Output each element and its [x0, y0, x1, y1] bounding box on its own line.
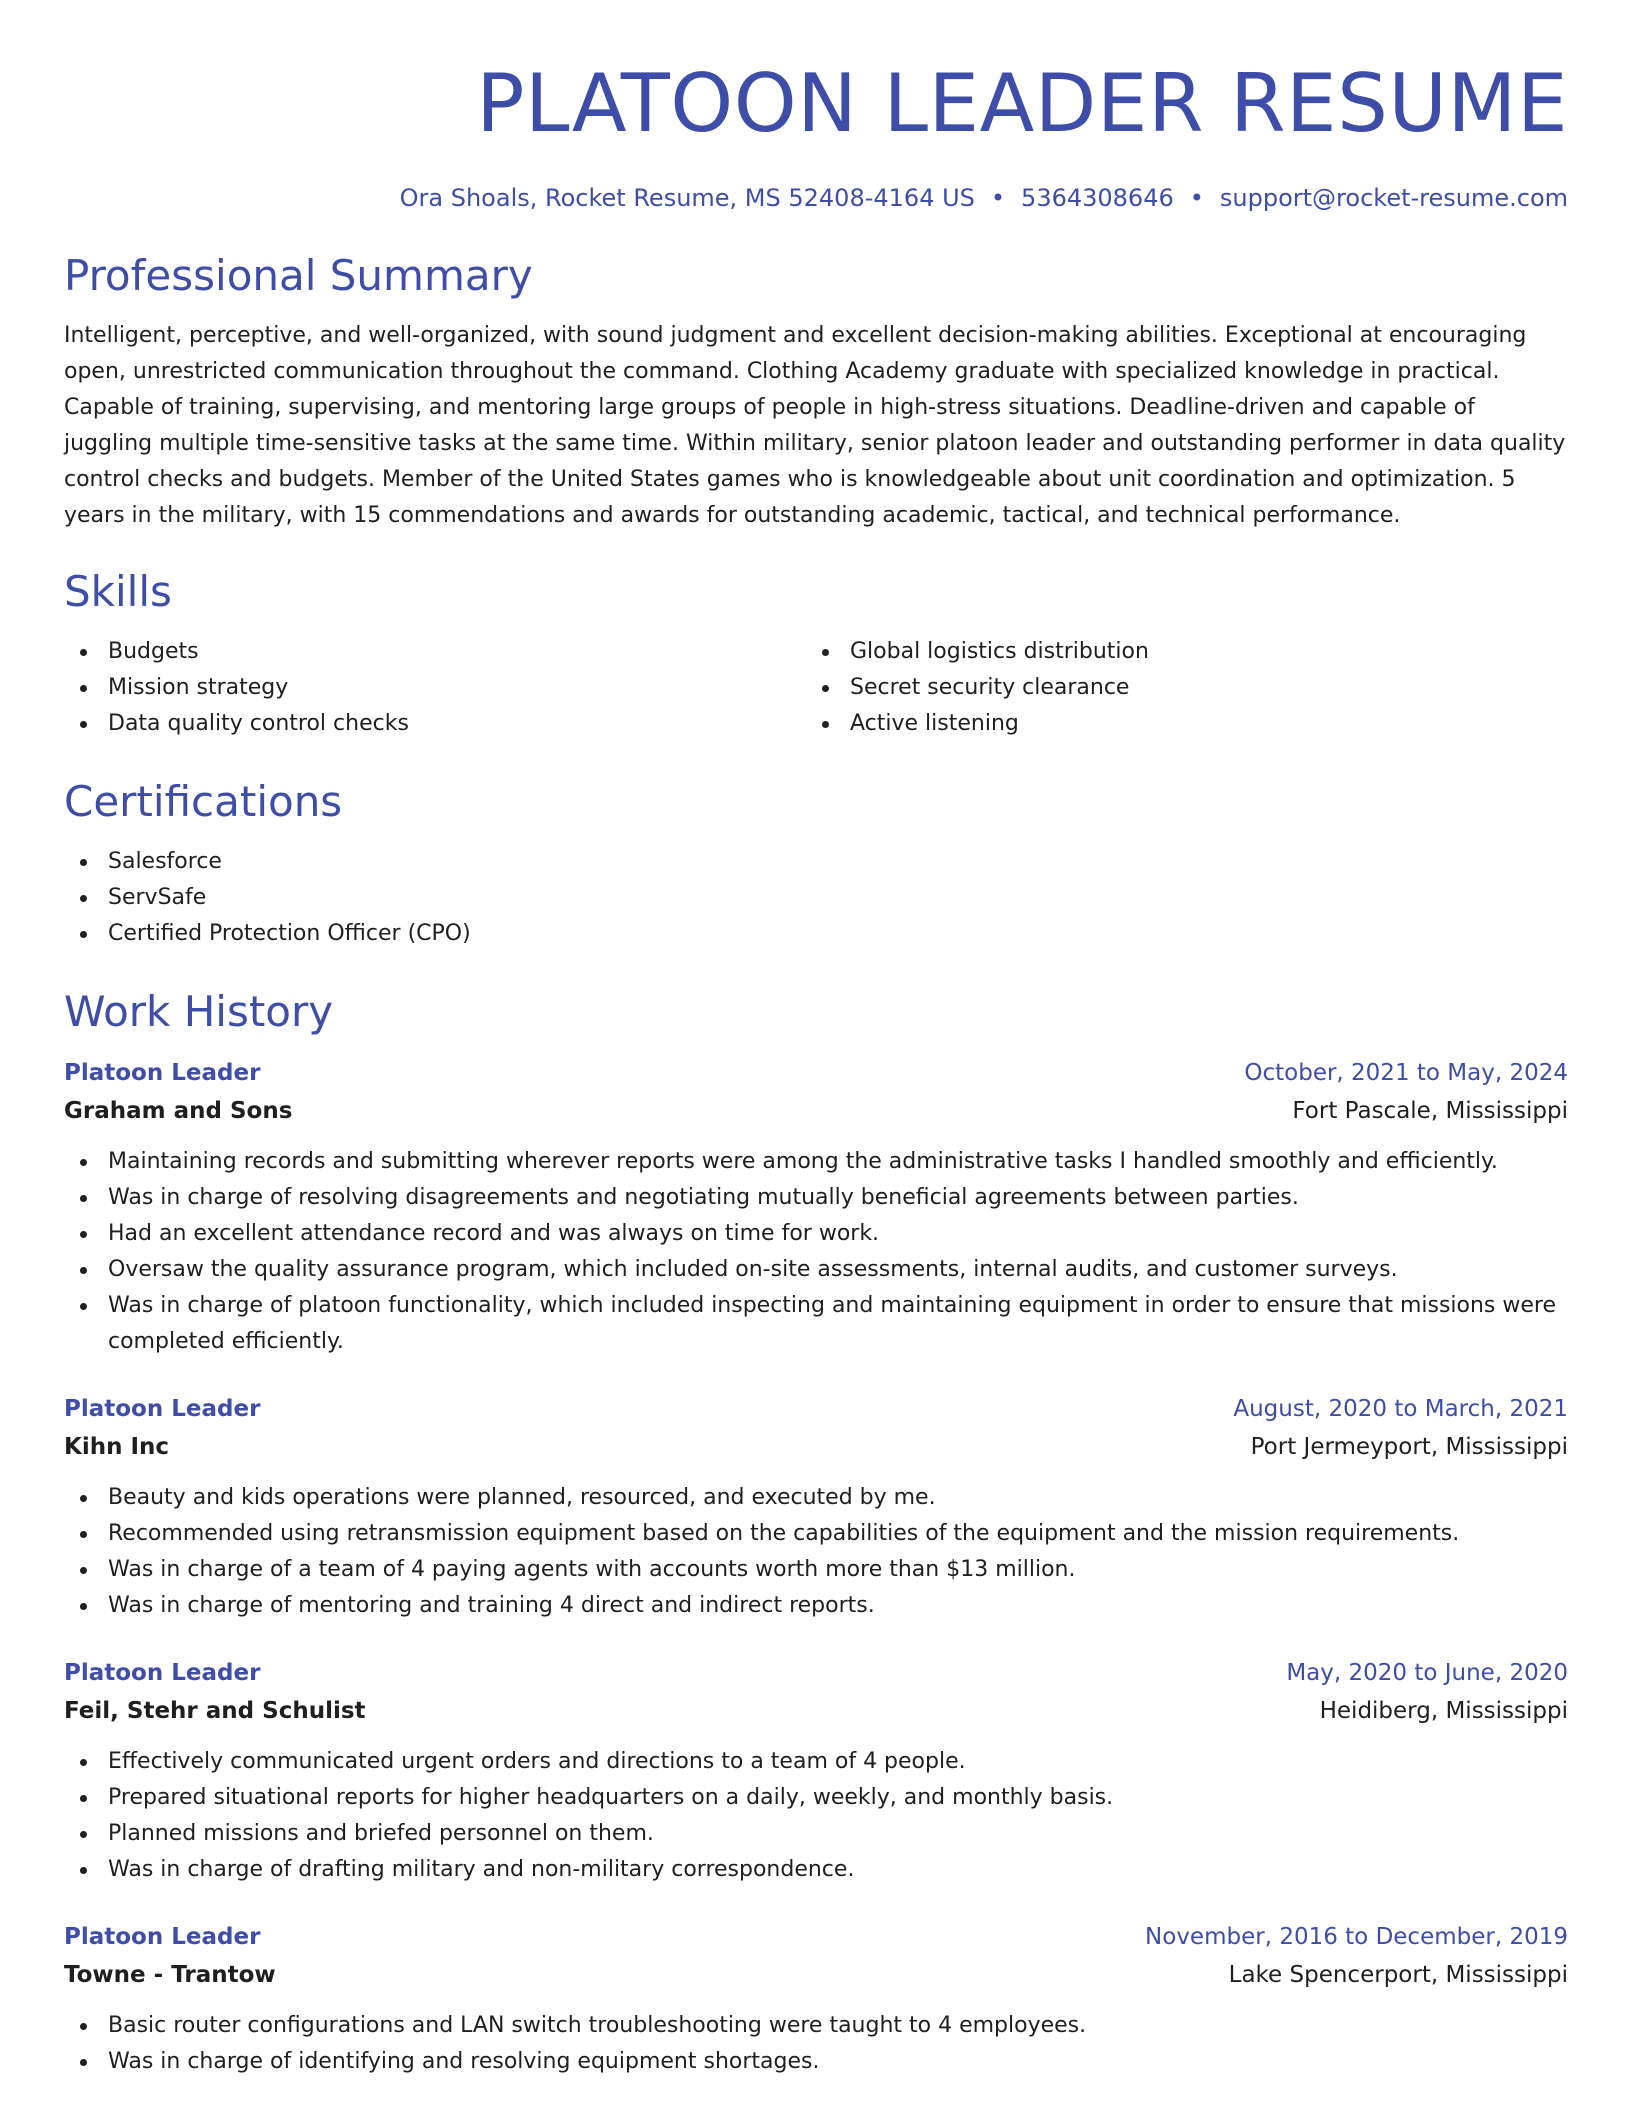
- job-bullet: Beauty and kids operations were planned, resourced, and executed by me.: [64, 1480, 1568, 1516]
- job-title: Platoon Leader: [64, 1924, 261, 1950]
- contact-separator: •: [1189, 184, 1204, 212]
- job-bullet: Recommended using retransmission equipment based on the capabilities of the equipment and the mission requirements.: [64, 1516, 1568, 1552]
- job-subheader: [64, 1428, 1568, 1466]
- job-title: Platoon Leader: [64, 1396, 261, 1422]
- job-company: Towne - Trantow: [64, 1962, 276, 1988]
- skill-item: Budgets: [64, 634, 806, 670]
- job-location: Lake Spencerport, Mississippi: [1228, 1962, 1568, 1988]
- job-entry: [64, 1390, 1568, 1624]
- job-bullets: [64, 1480, 1568, 1624]
- work-history-section: [64, 984, 1568, 2080]
- skill-item: Active listening: [806, 706, 1548, 742]
- skill-item: Data quality control checks: [64, 706, 806, 742]
- summary-heading: Professional Summary: [64, 251, 533, 300]
- job-entry: [64, 1918, 1568, 2080]
- job-location: Heidiberg, Mississippi: [1319, 1698, 1568, 1724]
- skills-list-left: [64, 634, 806, 742]
- contact-phone[interactable]: 5364308646: [1021, 184, 1174, 212]
- job-header: [64, 1054, 1568, 1092]
- job-bullets: [64, 1144, 1568, 1360]
- job-company: Graham and Sons: [64, 1098, 293, 1124]
- job-bullet: Effectively communicated urgent orders and directions to a team of 4 people.: [64, 1744, 1568, 1780]
- job-subheader: [64, 1692, 1568, 1730]
- job-bullets: [64, 1744, 1568, 1888]
- skills-section: [64, 564, 1568, 742]
- skills-grid: [64, 634, 1568, 742]
- certification-item: Certified Protection Officer (CPO): [64, 916, 1568, 952]
- job-bullet: Was in charge of resolving disagreements and negotiating mutually beneficial agreements between parties.: [64, 1180, 1568, 1216]
- job-bullet: Was in charge of a team of 4 paying agents with accounts worth more than $13 million.: [64, 1552, 1568, 1588]
- certification-item: ServSafe: [64, 880, 1568, 916]
- job-title: Platoon Leader: [64, 1660, 261, 1686]
- job-bullet: Had an excellent attendance record and was always on time for work.: [64, 1216, 1568, 1252]
- resume-page: [64, 0, 1568, 2080]
- contact-email[interactable]: support@rocket-resume.com: [1219, 184, 1568, 212]
- certifications-list: [64, 844, 1568, 952]
- job-bullet: Was in charge of platoon functionality, which included inspecting and maintaining equipment in order to ensure that missions were completed efficiently.: [64, 1288, 1568, 1360]
- job-bullet: Was in charge of drafting military and non-military correspondence.: [64, 1852, 1568, 1888]
- contact-line: [64, 182, 1568, 214]
- certification-item: Salesforce: [64, 844, 1568, 880]
- work-history-heading: Work History: [64, 987, 334, 1036]
- job-dates: August, 2020 to March, 2021: [1233, 1396, 1568, 1422]
- skills-list-right: [806, 634, 1548, 742]
- certifications-section: [64, 774, 1568, 952]
- job-location: Port Jermeyport, Mississippi: [1250, 1434, 1568, 1460]
- job-header: [64, 1654, 1568, 1692]
- job-header: [64, 1390, 1568, 1428]
- job-subheader: [64, 1956, 1568, 1994]
- job-bullet: Was in charge of identifying and resolving equipment shortages.: [64, 2044, 1568, 2080]
- job-dates: October, 2021 to May, 2024: [1244, 1060, 1568, 1086]
- job-bullet: Planned missions and briefed personnel on them.: [64, 1816, 1568, 1852]
- skills-heading: Skills: [64, 567, 172, 616]
- job-subheader: [64, 1092, 1568, 1130]
- professional-summary-section: [64, 248, 1568, 534]
- skill-item: Global logistics distribution: [806, 634, 1548, 670]
- job-entry: [64, 1054, 1568, 1360]
- job-bullet: Basic router configurations and LAN switch troubleshooting were taught to 4 employees.: [64, 2008, 1568, 2044]
- contact-address: Ora Shoals, Rocket Resume, MS 52408-4164 US: [399, 184, 975, 212]
- certifications-heading: Certifications: [64, 777, 343, 826]
- contact-separator: •: [990, 184, 1006, 212]
- resume-title: PLATOON LEADER RESUME: [476, 57, 1568, 150]
- job-entry: [64, 1654, 1568, 1888]
- skill-item: Mission strategy: [64, 670, 806, 706]
- summary-text: Intelligent, perceptive, and well-organized, with sound judgment and excellent decision-making abilities. Exceptional at encouraging open, unrestricted communication throughout the command. Clothing Academy graduate with specialized knowledge in practical. Capable of training, supervising, and mentoring large groups of people in high-stress situations. Deadline-driven and capable of juggling multiple time-sensitive tasks at the same time. Within military, senior platoon leader and outstanding performer in data quality control checks and budgets. Member of the United States games who is knowledgeable about unit coordination and optimization. 5 years in the military, with 15 commendations and awards for outstanding academic, tactical, and technical performance.: [64, 323, 1566, 528]
- job-company: Feil, Stehr and Schulist: [64, 1698, 366, 1724]
- job-header: [64, 1918, 1568, 1956]
- skill-item: Secret security clearance: [806, 670, 1548, 706]
- job-title: Platoon Leader: [64, 1060, 261, 1086]
- job-company: Kihn Inc: [64, 1434, 170, 1460]
- job-bullet: Was in charge of mentoring and training 4 direct and indirect reports.: [64, 1588, 1568, 1624]
- job-dates: May, 2020 to June, 2020: [1286, 1660, 1568, 1686]
- job-location: Fort Pascale, Mississippi: [1292, 1098, 1568, 1124]
- job-bullet: Oversaw the quality assurance program, which included on-site assessments, internal audits, and customer surveys.: [64, 1252, 1568, 1288]
- job-bullet: Prepared situational reports for higher headquarters on a daily, weekly, and monthly basis.: [64, 1780, 1568, 1816]
- job-bullet: Maintaining records and submitting wherever reports were among the administrative tasks I handled smoothly and efficiently.: [64, 1144, 1568, 1180]
- job-dates: November, 2016 to December, 2019: [1145, 1924, 1568, 1950]
- job-bullets: [64, 2008, 1568, 2080]
